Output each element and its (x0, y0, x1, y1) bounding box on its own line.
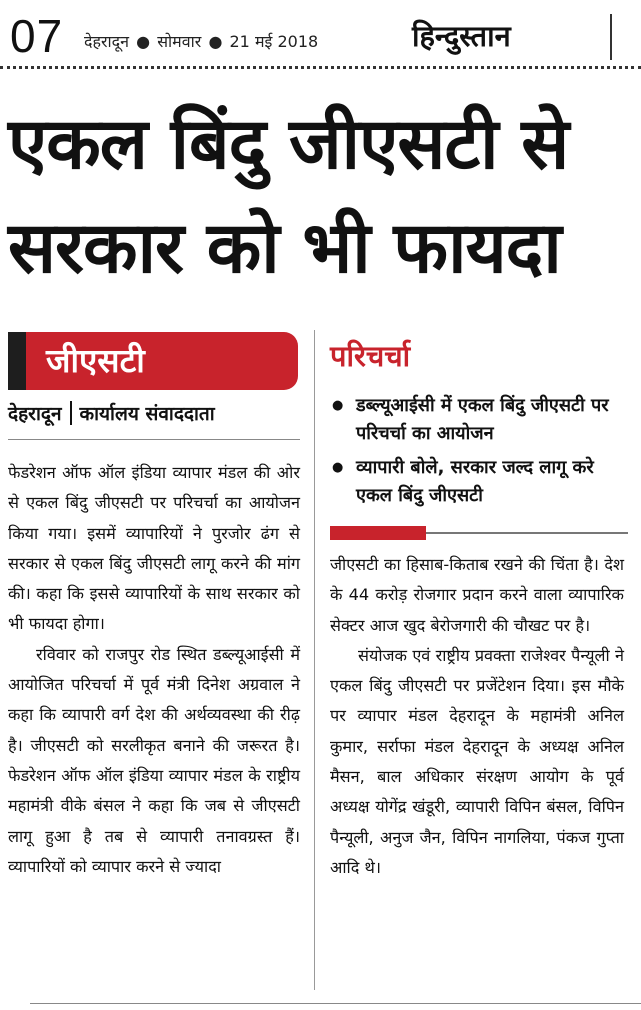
sidebar-red-rule (330, 526, 426, 540)
page-number: 07 (10, 10, 64, 62)
highlight-item: ● डब्ल्यूआईसी में एकल बिंदु जीएसटी पर परिचर्चा का आयोजन (330, 392, 630, 448)
kicker-accent-block (8, 332, 26, 390)
article-paragraph: फेडरेशन ऑफ ऑल इंडिया व्यापार मंडल की ओर से एकल बिंदु जीएसटी पर परिचर्चा का आयोजन किया गया। इसमें व्यापारियों ने पुरजोर ढंग से सरकार से एकल बिंदु जीएसटी लागू करने की मांग की। कहा कि इससे व्यापारियों के साथ सरकार को भी फायदा होगा। (8, 463, 300, 634)
kicker-label: जीएसटी (46, 341, 145, 380)
dateline-date: 21 मई 2018 (229, 32, 319, 51)
byline-rule (8, 439, 300, 440)
byline-divider (70, 401, 72, 425)
page-header (0, 0, 641, 72)
byline (8, 400, 215, 426)
article-column-right (330, 550, 624, 883)
highlight-item: ● व्यापारी बोले, सरकार जल्द लागू करे एकल बिंदु जीएसटी (330, 454, 630, 510)
bottom-rule (30, 1003, 641, 1004)
separator-dot-icon: ● (136, 32, 151, 51)
byline-place: देहरादून (8, 403, 62, 425)
article-headline: एकल बिंदु जीएसटी से सरकार को भी फायदा (8, 102, 569, 289)
dateline-city: देहरादून (84, 32, 130, 51)
header-dotted-rule (0, 66, 641, 69)
article-paragraph: रविवार को राजपुर रोड स्थित डब्ल्यूआईसी में आयोजित परिचर्चा में पूर्व मंत्री दिनेश अग्रवाल ने कहा कि व्यापारी वर्ग देश की अर्थव्यवस्था की रीढ़ है। जीएसटी को सरलीकृत बनाने की जरूरत है। फेडरेशन ऑफ ऑल इंडिया व्यापार मंडल के राष्ट्रीय महामंत्री वीके बंसल ने कहा कि जब से जीएसटी लागू हुआ है तब से व्यापारी तनावग्रस्त हैं। व्यापारियों को व्यापार करने से ज्यादा (8, 644, 300, 876)
dateline-day: सोमवार (157, 32, 202, 51)
newspaper-masthead: हिन्दुस्तान (412, 19, 511, 53)
dateline (84, 30, 318, 52)
byline-author: कार्यालय संवाददाता (79, 403, 215, 425)
sidebar-title: परिचर्चा (330, 339, 411, 373)
sidebar-grey-rule (426, 532, 628, 534)
article-column-left (8, 458, 300, 882)
separator-dot-icon: ● (208, 32, 223, 51)
article-paragraph: संयोजक एवं राष्ट्रीय प्रवक्ता राजेश्वर पैन्यूली ने एकल बिंदु जीएसटी पर प्रजेंटेशन दिया। इस मौके पर व्यापार मंडल देहरादून के महामंत्री अनिल कुमार, सर्राफा मंडल देहरादून के अध्यक्ष अनिल मैसन, बाल अधिकार संरक्षण आयोग के पूर्व अध्यक्ष योगेंद्र खंडूरी, व्यापारी विपिन बंसल, विपिन पैन्यूली, अनुज जैन, विपिन नागलिया, पंकज गुप्ता आदि थे। (330, 645, 624, 877)
article-paragraph: जीएसटी का हिसाब-किताब रखने की चिंता है। देश के 44 करोड़ रोजगार प्रदान करने वाला व्यापारिक सेक्टर आज खुद बेरोजगारी की चौखट पर है। (330, 555, 624, 635)
highlights-list (330, 392, 630, 516)
column-divider (314, 330, 315, 990)
masthead-divider (610, 14, 612, 60)
